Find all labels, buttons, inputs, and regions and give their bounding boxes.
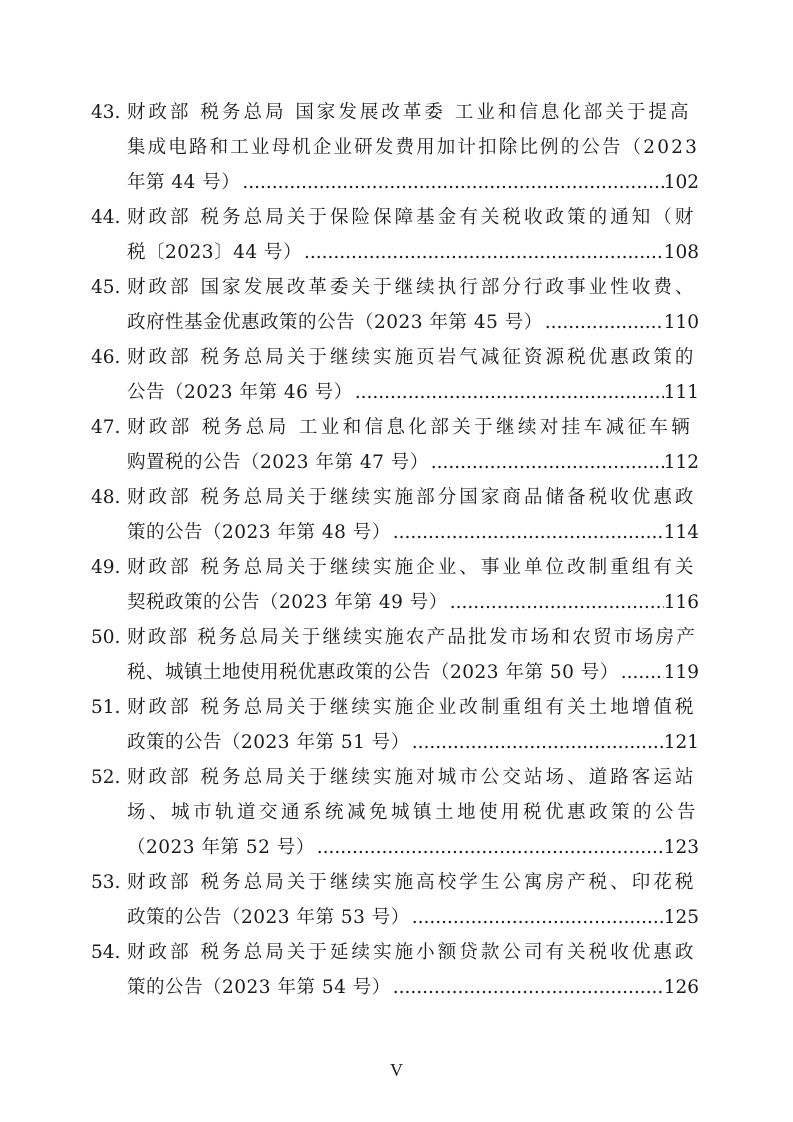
toc-entry-number: 45. <box>91 277 121 298</box>
dot-leader <box>429 445 664 480</box>
toc-entry-title: 财政部 税务总局关于继续实施农产品批发市场和农贸市场房产 <box>127 627 698 648</box>
toc-entry-title: 契税政策的公告（2023 年第 49 号） <box>127 592 448 613</box>
toc-entry-number: 49. <box>91 557 121 578</box>
toc-entry-line <box>91 200 699 235</box>
toc-entry-line <box>91 970 699 1005</box>
toc-entry-title: 财政部 税务总局 工业和信息化部关于继续对挂车减征车辆 <box>127 417 694 438</box>
toc-entry-line <box>91 515 699 550</box>
toc-entry-title: 税〔2023〕44 号） <box>127 242 303 263</box>
dot-leader <box>391 515 664 550</box>
toc-entry-line <box>91 410 699 445</box>
toc-entry-title: 财政部 税务总局关于继续实施企业、事业单位改制重组有关 <box>127 557 697 578</box>
toc-entry-title: 财政部 税务总局关于保险保障基金有关税收政策的通知（财 <box>127 207 697 228</box>
toc-entry-page-number: 116 <box>663 592 699 613</box>
dot-leader <box>619 655 664 690</box>
toc-entry-title: 购置税的公告（2023 年第 47 号） <box>127 452 429 473</box>
toc-entry[interactable] <box>91 550 699 620</box>
toc-entry-page-number: 126 <box>663 977 699 998</box>
toc-entry-line <box>91 270 699 305</box>
toc-entry-page-number: 110 <box>663 312 699 333</box>
toc-entry[interactable] <box>91 760 699 865</box>
toc-entry-line <box>91 375 699 410</box>
toc-entry[interactable] <box>91 410 699 480</box>
toc-entry[interactable] <box>91 935 699 1005</box>
toc-entry-number: 51. <box>91 697 121 718</box>
toc-entry-title: 策的公告（2023 年第 48 号） <box>127 522 391 543</box>
page-number-footer: V <box>390 1060 403 1080</box>
toc-entry-title: 政策的公告（2023 年第 53 号） <box>127 907 410 928</box>
toc-entry-line <box>91 795 699 830</box>
dot-leader <box>391 970 664 1005</box>
toc-entry-title: 政策的公告（2023 年第 51 号） <box>127 732 410 753</box>
toc-entry-page-number: 112 <box>663 452 699 473</box>
toc-entry-title: 政府性基金优惠政策的公告（2023 年第 45 号） <box>127 312 543 333</box>
toc-entry-page-number: 121 <box>663 732 699 753</box>
toc-entry[interactable] <box>91 270 699 340</box>
dot-leader <box>240 165 663 200</box>
dot-leader <box>302 235 664 270</box>
toc-entry-line <box>91 165 699 200</box>
toc-entry-line <box>91 690 699 725</box>
dot-leader <box>353 375 664 410</box>
toc-entry-title: 财政部 税务总局关于继续实施对城市公交站场、道路客运站 <box>127 767 697 788</box>
toc-entry[interactable] <box>91 620 699 690</box>
dot-leader <box>448 585 664 620</box>
toc-entry-title: 公告（2023 年第 46 号） <box>127 382 353 403</box>
toc-entry-number: 53. <box>91 872 121 893</box>
toc-entry-page-number: 111 <box>663 382 699 403</box>
toc-entry-line <box>91 935 699 970</box>
toc-entry-line <box>91 865 699 900</box>
dot-leader <box>410 725 664 760</box>
toc-entry-line <box>91 655 699 690</box>
dot-leader <box>315 830 664 865</box>
toc-entry[interactable] <box>91 865 699 935</box>
toc-entry-title: 财政部 税务总局关于继续实施高校学生公寓房产税、印花税 <box>127 872 697 893</box>
toc-entry-line <box>91 445 699 480</box>
toc-entry[interactable] <box>91 480 699 550</box>
table-of-contents <box>91 95 699 1005</box>
dot-leader <box>543 305 664 340</box>
toc-entry-number: 43. <box>91 102 121 123</box>
toc-entry-title: 税、城镇土地使用税优惠政策的公告（2023 年第 50 号） <box>127 662 619 683</box>
toc-entry[interactable] <box>91 200 699 270</box>
toc-entry-line <box>91 305 699 340</box>
toc-entry-line <box>91 130 699 165</box>
toc-entry-number: 50. <box>91 627 121 648</box>
toc-entry-page-number: 125 <box>663 907 699 928</box>
toc-entry-number: 54. <box>91 942 121 963</box>
toc-entry-title: 财政部 国家发展改革委关于继续执行部分行政事业性收费、 <box>127 277 697 298</box>
toc-entry-title: 财政部 税务总局关于继续实施部分国家商品储备税收优惠政 <box>127 487 697 508</box>
toc-entry-title: 集成电路和工业母机企业研发费用加计扣除比例的公告（2023 <box>127 137 699 158</box>
toc-entry-line <box>91 480 699 515</box>
toc-entry-title: 财政部 税务总局关于继续实施页岩气减征资源税优惠政策的 <box>127 347 697 368</box>
toc-entry-line <box>91 340 699 375</box>
toc-entry-number: 47. <box>91 417 121 438</box>
toc-entry-line <box>91 585 699 620</box>
toc-entry-line <box>91 830 699 865</box>
dot-leader <box>410 900 664 935</box>
toc-entry-title: 财政部 税务总局关于继续实施企业改制重组有关土地增值税 <box>127 697 697 718</box>
toc-entry-line <box>91 725 699 760</box>
toc-entry-line <box>91 550 699 585</box>
toc-entry-line <box>91 760 699 795</box>
toc-entry[interactable] <box>91 340 699 410</box>
toc-entry-page-number: 119 <box>663 662 699 683</box>
toc-entry[interactable] <box>91 690 699 760</box>
toc-entry-line <box>91 95 699 130</box>
toc-entry-line <box>91 620 699 655</box>
toc-entry-page-number: 114 <box>663 522 699 543</box>
toc-entry-line <box>91 235 699 270</box>
toc-entry[interactable] <box>91 95 699 200</box>
toc-entry-line <box>91 900 699 935</box>
toc-entry-page-number: 102 <box>663 172 699 193</box>
toc-entry-number: 48. <box>91 487 121 508</box>
toc-entry-number: 52. <box>91 767 121 788</box>
toc-entry-page-number: 123 <box>663 837 699 858</box>
toc-entry-title: 策的公告（2023 年第 54 号） <box>127 977 391 998</box>
toc-entry-number: 44. <box>91 207 121 228</box>
toc-entry-title: 财政部 税务总局 国家发展改革委 工业和信息化部关于提高 <box>127 102 692 123</box>
toc-entry-page-number: 108 <box>663 242 699 263</box>
toc-entry-title: 年第 44 号） <box>127 172 241 193</box>
toc-entry-title: 场、城市轨道交通系统减免城镇土地使用税优惠政策的公告 <box>127 802 699 823</box>
toc-entry-title: 财政部 税务总局关于延续实施小额贷款公司有关税收优惠政 <box>127 942 697 963</box>
toc-entry-title: （2023 年第 52 号） <box>127 837 315 858</box>
toc-entry-number: 46. <box>91 347 121 368</box>
